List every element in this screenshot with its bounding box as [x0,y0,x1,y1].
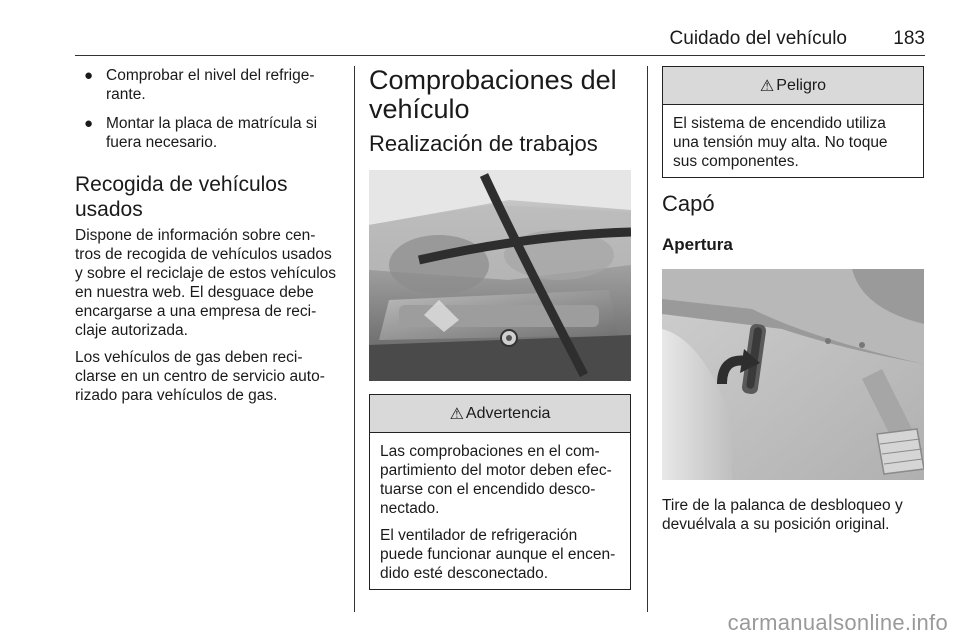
bullet-icon: ● [84,115,94,132]
warning-box-body [370,433,630,589]
section-heading: Recogida de vehículos usados [75,173,288,221]
column-2 [369,66,631,590]
column-divider [647,66,648,612]
column-divider [354,66,355,612]
paragraph: Dispone de información sobre cen- tros de recogida de vehículos usados y sobre el reciclaje de estos vehículos en nuestra web. El desguace debe encargarse a una empresa de reci- claje autorizada. [75,227,337,339]
warning-triangle-icon: ⚠ [759,77,775,95]
page-number: 183 [893,28,925,49]
paragraph: Las comprobaciones en el com- partimiento del motor deben efec- tuarse con el encendido desco- nectado. [380,443,612,517]
column-3 [662,66,924,542]
danger-box-header [663,67,923,105]
warning-box [369,394,631,590]
danger-box [662,66,924,178]
sub-heading: Realización de trabajos [369,131,598,156]
column-1 [75,66,343,413]
danger-title: Peligro [776,76,827,94]
paragraph: El sistema de encendido utiliza una tensión muy alta. No toque sus componentes. [673,115,888,170]
list-item [75,114,343,152]
bullet-icon: ● [84,67,94,84]
engine-bay-illustration [369,170,631,381]
section-heading: Comprobaciones del vehículo [369,65,617,124]
list-item-text: Comprobar el nivel del refrige- rante. [106,67,315,103]
list-item [75,66,343,104]
page-header [75,28,925,56]
warning-title: Advertencia [465,404,551,422]
paragraph: El ventilador de refrigeración puede funcionar aunque el encen- dido esté desconectado. [380,527,616,582]
bullet-list [75,66,343,152]
warning-triangle-icon: ⚠ [449,405,464,423]
paragraph: Los vehículos de gas deben reci- clarse en un centro de servicio auto- rizado para vehículos de gas. [75,349,325,404]
danger-box-body [663,105,923,177]
engine-bay-photo [369,170,631,381]
sub-heading: Apertura [662,235,733,254]
section-heading: Capó [662,191,715,216]
hood-release-illustration [662,269,924,480]
warning-box-header [370,395,630,433]
watermark: carmanualsonline.info [727,610,948,635]
list-item-text: Montar la placa de matrícula si fuera necesario. [106,115,318,151]
caption: Tire de la palanca de desbloqueo y devuélvala a su posición original. [662,497,903,533]
hood-release-photo [662,269,924,480]
header-title: Cuidado del vehículo [669,28,847,49]
